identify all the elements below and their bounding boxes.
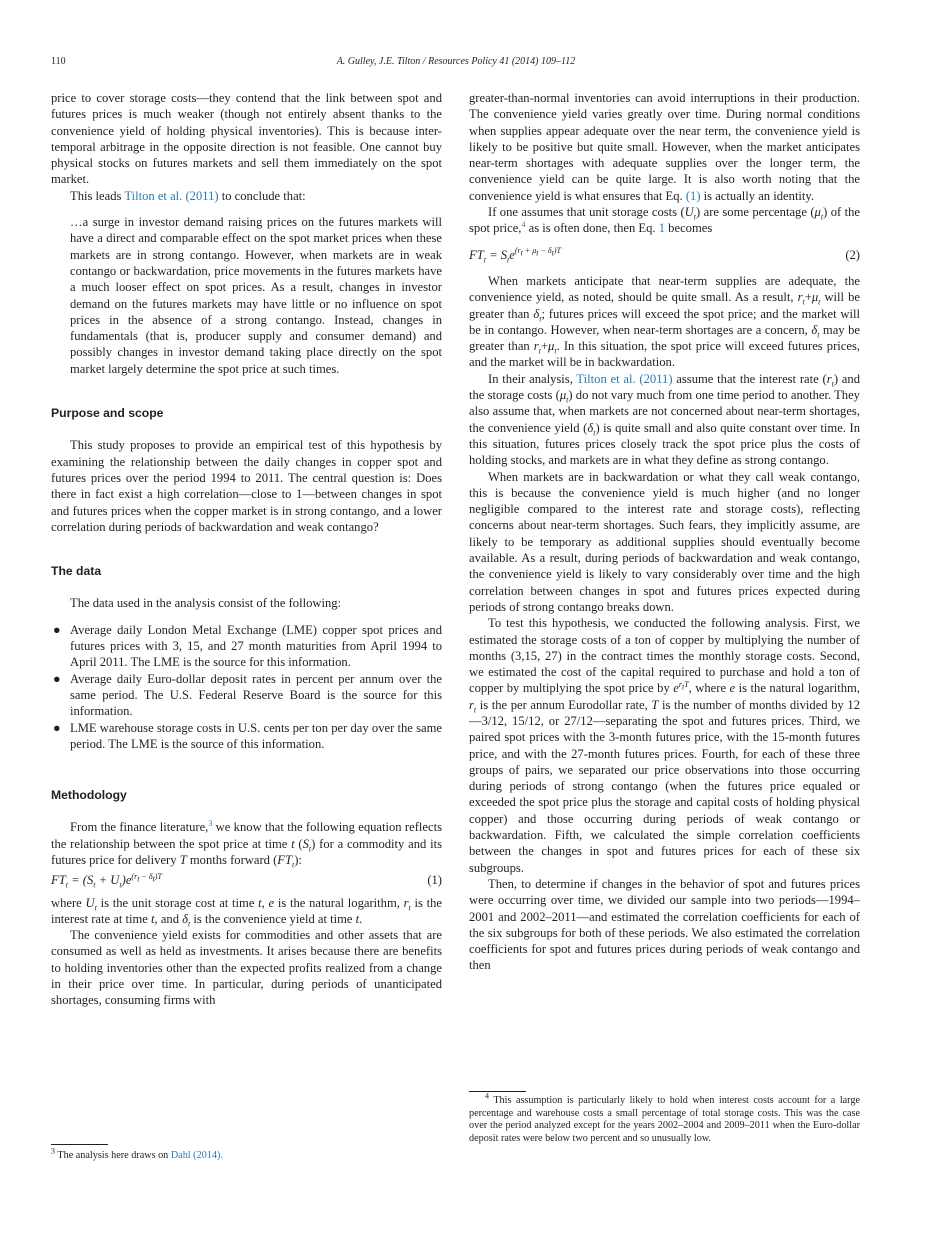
citation-link[interactable]: Tilton et al. (2011) [124,188,219,203]
paragraph: Then, to determine if changes in the behavior of spot and futures prices were occurring over time, we divided our sample into two periods—1994–2001 and 2002–2011—and estimated the correlation coefficients for each of the six subgroups for both of these periods. We also estimated the correlation coefficients for spot and futures prices during periods of weak contango and then [469,876,860,973]
paragraph: When markets are in backwardation or what they call weak contango, this is because the convenience yield is much higher (and no longer negligible compared to the interest rate and storage costs), reflecting concerns about near-term shortages. Such fears, they implicitly assume, are likely to be temporary as additional supplies should eventually become available. As a result, during periods of backwardation and weak contango, the convenience yield is likely to vary considerably over time and the high correlation between changes in spot and futures prices expected during periods of strong contango breaks down. [469,469,860,614]
equation-2: $FT_t = S_te^{(r_t + \mu_t - \delta_t)T}$ (2) [469,246,860,265]
page-number: 110 [51,56,66,67]
paragraph: price to cover storage costs—they contend that the link between spot and futures prices is much weaker (though not entirely absent thanks to the convenience yield of holding physical inventories). This is because inter-temporal arbitrage in the opposite direction is not feasible. One cannot buy physical stocks on futures markets and sell them immediately on the spot market. [51,91,442,187]
paragraph: From the finance literature,$^3$ we know that the following equation reflects the relationship between the spot price at time t $(S_t)$ for a commodity and its futures price for delivery T months forward $(FT_t)$: [51,819,442,870]
equation-number: (1) [427,873,442,888]
footnote-4: $^4$ This assumption is particularly likely to hold when interest costs account for a large percentage and warehouse costs a small percentage of total storage costs. This was the case over the period analyzed except for the years 2002–2004 and 2009–2011 when the Euro-dollar deposit rates were below two percent and so unusually low. [469,1091,861,1144]
equation-ref[interactable]: 1 [658,221,666,236]
equation-ref[interactable]: (1) [685,188,701,203]
footnote-rule [469,1091,526,1092]
equation-number: (2) [845,247,860,262]
list-item: ● LME warehouse storage costs in U.S. cents per ton per day over the same period. The LME is the source of this information. [53,720,442,751]
paragraph: To test this hypothesis, we conducted the following analysis. First, we estimated the storage costs of a ton of copper by multiplying the number of months (3,15, 27) in the contract times the monthly storage costs. Second, we estimated the cost of the capital required to purchase and hold a ton of copper by multiplying the spot price by $e^{r_tT}$, where e is the natural logarithm, $r_t$ is the per annum Eurodollar rate, T is the number of months divided by 12—3/12, 15/12, or 27/12—separating the spot and futures prices. Third, we paired spot prices with the 3-month futures price, with the 15-month futures price, and with the 27-month futures prices. Fourth, for each of these three groups of pairs, we separated our price observations into those occurring during periods of strong contango (when the futures price equaled or exceeded the spot price plus the storage and capital costs of holding physical copper) and those occurring during periods of weak contango or backwardation. Fifth, we calculated the simple correlation coefficients between the changes in spot and futures prices for each of these six subgroups. [469,616,860,875]
section-heading: The data [51,564,102,579]
left-column [51,90,442,1009]
paragraph: This leads Tilton et al. (2011) to conclude that: [70,188,306,203]
citation-link[interactable]: Tilton et al. (2011) [576,371,673,386]
footnote-ref[interactable]: 3 [208,819,213,829]
section-heading: Purpose and scope [51,406,164,421]
paragraph: If one assumes that unit storage costs $(U_t)$ are some percentage $(\mu_t)$ of the spot price,$^4$ as is often done, then Eq. 1 becomes [469,205,860,236]
equation-1: $FT_t = (S_t + U_t)e^{(r_t - \delta_t)T}$ (1) [51,872,442,890]
footnote-rule [51,1144,108,1145]
block-quote: …a surge in investor demand raising prices on the futures markets will have a direct and comparable effect on the spot market prices when these markets are in strong contango. However, when markets are in weak contango or backwardation, price movements in the futures markets have a much looser effect on spot prices. As a result, changes in investor demand on the futures markets may have little or no influence on spot prices in the absence of a strong contango. Instead, changes in fundamentals (that is, producer supply and consumer demand) and possibly changes in investor demand taking place directly on the spot market largely determine the spot price at such times. [70,215,442,376]
paragraph: The data used in the analysis consist of the following: [70,596,342,611]
footnote-ref[interactable]: 4 [521,220,526,230]
list-item: ● Average daily London Metal Exchange (LME) copper spot prices and futures prices with 3, 15, and 27 month maturities from April 1994 to April 2011. The LME is the source for this information. [53,622,442,670]
list-item: ● Average daily Euro-dollar deposit rates in percent per annum over the same period. The U.S. Federal Reserve Board is the source for this information. [53,671,442,719]
citation-link[interactable]: Dahl (2014). [170,1150,223,1161]
paragraph: where $U_t$ is the unit storage cost at time t, e is the natural logarithm, $r_t$ is the interest rate at time t, and $\delta_t$ is the convenience yield at time t. [51,895,443,929]
section-heading: Methodology [51,788,127,803]
paragraph: The convenience yield exists for commodities and other assets that are consumed as well as held as investments. It arises because there are benefits to holding inventories other than the expected profits realized from a change in their price over time. In particular, during periods of unanticipated shortages, consuming firms with [51,928,442,1008]
paragraph: When markets anticipate that near-term supplies are adequate, the convenience yield, as noted, should be quite small. As a result, $r_t+\mu_t$ will be greater than $\delta_t$; futures prices will exceed the spot price; and the market will be in contango. However, when near-term shortages are a concern, $\delta_t$ may be greater than $r_t+\mu_t$. In this situation, the spot price will exceed futures prices, and the market will be in backwardation. [469,273,861,370]
footnote-3: $^3$ The analysis here draws on Dahl (2014). [51,1146,223,1161]
paragraph: greater-than-normal inventories can avoid interruptions in their production. The convenience yield varies greatly over time. During normal conditions when supplies appear adequate over the near term, the convenience yield is likely to be positive but quite small. However, when the market anticipates near-term shortages with adequate supplies over the longer term, the convenience yield can be quite large. It is also worth noting that the convenience yield is what ensures that Eq. (1) is actually an identity. [469,91,860,203]
data-list [51,622,442,752]
page-header [51,56,861,70]
right-column [469,90,860,974]
paragraph: In their analysis, Tilton et al. (2011) assume that the interest rate $(r_t)$ and the storage costs $(\mu_t)$ do not vary much from one time period to another. They also assume that, when markets are not concerned about near-term shortages, the convenience yield $(\delta_t)$ is quite small and also quite constant over time. In this situation, futures prices closely track the spot price plus the costs of holding stocks, and markets are in what they define as strong contango. [469,371,860,468]
running-head: A. Gulley, J.E. Tilton / Resources Policy 41 (2014) 109–112 [336,56,576,67]
paragraph: This study proposes to provide an empirical test of this hypothesis by examining the relationship between the daily changes in copper spot and futures prices over the period 1994 to 2011. The central question is: Does there in fact exist a high correlation—close to 1—between changes in spot and futures prices when the copper market is in strong contango, and a lower correlation during periods of backwardation and weak contango? [51,438,442,534]
